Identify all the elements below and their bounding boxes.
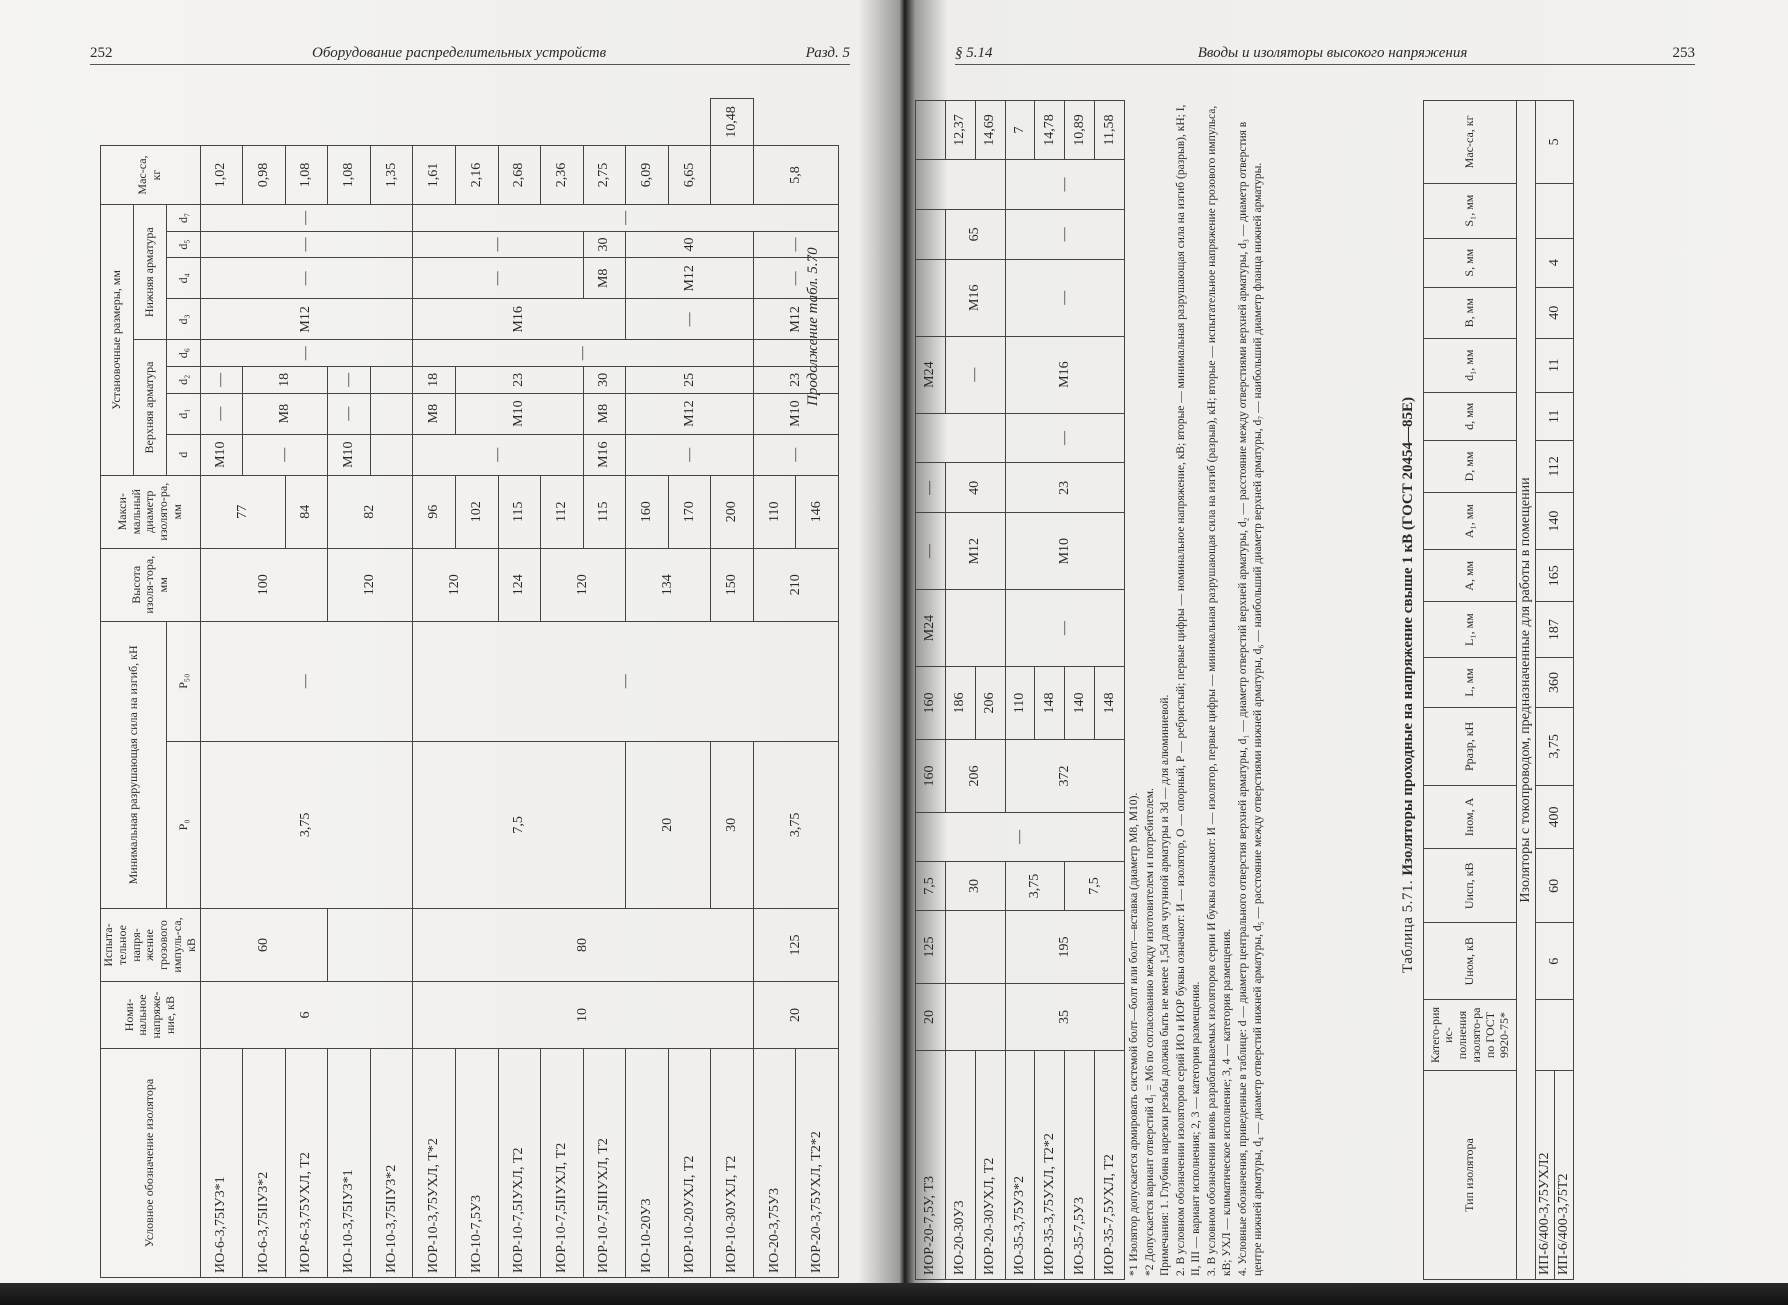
cell-mass: 11,58 <box>1095 101 1125 160</box>
th571-d: d, мм <box>1424 392 1517 440</box>
row-name: ИОР-10-7,5IIIУХЛ, Т2 <box>583 1049 626 1278</box>
th571-prazr: Pразр, кН <box>1424 708 1517 786</box>
cell-d3: M24 <box>916 336 946 413</box>
cell-d5: — <box>413 231 583 258</box>
cell-voltage: 35 <box>1005 984 1124 1051</box>
cell-diam: 77 <box>200 475 285 548</box>
cell-voltage: 20 <box>916 984 946 1051</box>
cell-voltage: 6 <box>200 982 413 1049</box>
th-d6: d₆ <box>167 340 200 367</box>
note-6: 4. Условные обозначения, приведенные в таблице: d — диаметр центрального отверстия верхней арматуры, d₁ — диаметр отверстий верхней арматуры, d₂ — расстояние между отверстиями верхней арматуры, d₃ — диаметр отверстия в центре нижней арматуры, d₄ — диаметр отверстий нижней арматуры, d₅ — расстояние между отверстиями нижней арматуры, d₆ — наибольший диаметр верхней арматуры, d₇ — наибольший диаметр фланца нижней арматуры. <box>1236 121 1265 1276</box>
cell-test <box>945 911 1005 984</box>
row-name: ИОР-20-3,75УХЛ, Т2*2 <box>796 1049 839 1278</box>
th571-A1: A₁, мм <box>1424 492 1517 549</box>
th571-B: B, мм <box>1424 287 1517 338</box>
cell-d4 <box>916 259 946 336</box>
cell-diam: 112 <box>541 475 584 548</box>
row-name: ИО-20-30У3 <box>945 1051 975 1280</box>
table-571-title <box>1400 90 1417 1280</box>
cell-d3: — <box>945 336 1005 413</box>
cell-mass: 2,36 <box>541 146 584 205</box>
cell-d: — <box>626 434 754 475</box>
cell-diam: 146 <box>796 475 839 548</box>
th-max-diam: Макси-мальный диаметр изолято-ра, мм <box>101 475 201 548</box>
cell-diam: 186 <box>945 667 975 740</box>
table-caption: Продолжение табл. 5.70 <box>805 247 821 406</box>
right-page-number: 253 <box>1672 45 1695 61</box>
th-mount-dims: Установочные размеры, мм <box>101 205 134 476</box>
cell-d: — <box>1005 590 1124 667</box>
cell-d6 <box>916 413 1006 463</box>
cell-d7 <box>916 160 1006 210</box>
row-name: ИО-10-3,75IIУ3*2 <box>370 1049 413 1278</box>
note-3: Примечания: 1. Глубина нарезки резьбы должна быть не менее 1,5d для чугунной арматуры и 3d — для алюминиевой. <box>1159 694 1172 1276</box>
table-571 <box>1423 100 1574 1280</box>
row-name: ИОР-10-3,75УХЛ, Т*2 <box>413 1049 456 1278</box>
th-d7: d₇ <box>167 205 200 232</box>
cell-d5: — <box>200 231 413 258</box>
cell-diam: 206 <box>975 667 1005 740</box>
cell-mass: 1,35 <box>370 146 413 205</box>
cell-d1: — <box>200 393 243 434</box>
row-name: ИО-35-7,5У3 <box>1065 1051 1095 1280</box>
cell-d1: 11 <box>1536 338 1574 392</box>
row-name: ИОР-35-3,75УХЛ, Т2*2 <box>1035 1051 1065 1280</box>
cell-d1: — <box>328 393 371 434</box>
right-section-number: § 5.14 <box>955 45 993 61</box>
table-row <box>413 99 456 1278</box>
cell-p0: 3,75 <box>200 741 413 908</box>
cell-p0: 30 <box>945 862 1005 911</box>
cell-mass: 2,75 <box>583 146 626 205</box>
cell-d2: — <box>328 367 371 394</box>
cell-d4: — <box>1005 259 1124 336</box>
cell-mass: 12,37 <box>945 101 975 160</box>
cell-mass: 10,89 <box>1065 101 1095 160</box>
notes-wrap <box>1127 90 1395 1290</box>
cell-p0: 30 <box>711 741 754 908</box>
cell-d2: 18 <box>243 367 328 394</box>
cell-d1 <box>370 393 413 434</box>
note-1: *1 Изолятор допускается армировать системой болт—болт или болт—вставка (диаметр М8, М10). <box>1128 792 1140 1276</box>
th-p50: P₅₀ <box>167 621 200 741</box>
cell-d5: 40 <box>626 231 754 258</box>
cell-d2 <box>370 367 413 394</box>
cell-test: 195 <box>1005 911 1124 984</box>
row-name: ИО-35-3,75У3*2 <box>1005 1051 1035 1280</box>
th571-D: D, мм <box>1424 440 1517 492</box>
th571-L: L, мм <box>1424 657 1517 707</box>
cell-diam: 148 <box>1095 667 1125 740</box>
cell-height: 120 <box>328 548 413 621</box>
cell-d: M10 <box>200 434 243 475</box>
th-upper: Верхняя арматура <box>134 340 167 475</box>
th-d5: d₅ <box>167 231 200 258</box>
cell-p0: 7,5 <box>1065 862 1125 911</box>
cell-p0: 3,75 <box>753 741 838 908</box>
note-4: 2. В условном обозначении изоляторов серий ИО и ИОР буквы означают: И — изолятор, О — опорный, Р — ребристый; первые цифры — номинальное напряжение, кВ; вторые — минимальная разрушающая сила на изгиб (разрыв), кН; I, II, III — вариант исполнения; 2, 3 — категория размещения. <box>1174 104 1203 1276</box>
cell-diam: 102 <box>455 475 498 548</box>
cell-unom: 6 <box>1536 923 1574 1000</box>
left-running-head <box>90 36 850 65</box>
cell-d2: — <box>200 367 243 394</box>
cell-d1: — <box>916 513 946 590</box>
cell-d6: — <box>413 340 754 367</box>
table-row <box>1005 101 1035 1280</box>
cell-test: 125 <box>916 911 946 984</box>
note-5: 3. В условном обозначении вновь разрабатываемых изоляторов серии И буквы означают: И — изолятор, первые цифры — минимальная разрушающая сила на изгиб (разрыв), кН; вторые — испытательное напряжение грозового импульса, кВ; УХЛ — климатическое исполнение; 3, 4 — категория размещения. <box>1205 105 1234 1276</box>
th-mass: Мас-са, кг <box>101 146 201 205</box>
cell-d4: M8 <box>583 258 626 299</box>
row-type: ИП-6/400-3,75Т2 <box>1555 1071 1574 1280</box>
cell-d5: — <box>1005 209 1124 259</box>
cell-d2: 18 <box>413 367 456 394</box>
row-name: ИО-6-3,75IIУ3*2 <box>243 1049 286 1278</box>
th-d1: d₁ <box>167 393 200 434</box>
th-p0: P₀ <box>167 741 200 908</box>
cell-height: 210 <box>753 548 838 621</box>
bottom-edge <box>0 1283 1788 1305</box>
cell-d2: 23 <box>1005 463 1124 513</box>
cell-height: 100 <box>200 548 328 621</box>
cell-d5 <box>916 209 946 259</box>
cell-A1: 140 <box>1536 492 1574 549</box>
row-name: ИО-10-20У3 <box>626 1049 669 1278</box>
cell-d2: 25 <box>626 367 754 394</box>
cell-d6: — <box>200 340 413 367</box>
cell-d1: M12 <box>945 513 1005 590</box>
th571-category: Катего-рия ис-полнения изолято-ра по ГОСТ 9920-75* <box>1424 1000 1517 1071</box>
cell-height: 160 <box>916 740 946 813</box>
table-571-section: Изоляторы с токопроводом, предназначенные для работы в помещении <box>1517 101 1536 1280</box>
cell-test: 60 <box>200 909 328 982</box>
cell-mass: 5 <box>1536 101 1574 184</box>
th571-mass: Мас-са, кг <box>1424 101 1517 184</box>
cell-mass: 2,68 <box>498 146 541 205</box>
cell-test: 80 <box>413 909 754 982</box>
cell-diam: 200 <box>711 475 754 548</box>
row-name: ИОР-10-20УХЛ, Т2 <box>668 1049 711 1278</box>
cell-voltage: 10 <box>413 982 754 1049</box>
cell-diam: 84 <box>285 475 328 548</box>
cell-p0: 20 <box>626 741 711 908</box>
cell-height: 124 <box>498 548 541 621</box>
cell-mass: 1,61 <box>413 146 456 205</box>
table-row <box>200 99 243 1278</box>
cell-mass: 1,08 <box>328 146 371 205</box>
cell-S: 4 <box>1536 238 1574 287</box>
cell-d2: 23 <box>753 367 838 394</box>
cell-d1: M8 <box>583 393 626 434</box>
cell-d4: — <box>413 258 583 299</box>
cell-d1: M12 <box>626 393 754 434</box>
cell-A: 165 <box>1536 550 1574 602</box>
left-running-title: Оборудование распределительных устройств <box>312 45 607 61</box>
cell-d4: — <box>753 258 838 299</box>
th-lower: Нижняя арматура <box>134 205 167 340</box>
table-571-wrap <box>1400 90 1690 1290</box>
cell-diam: 110 <box>753 475 796 548</box>
cell-mass: 7 <box>1005 101 1035 160</box>
cell-mass: 2,16 <box>455 146 498 205</box>
cell-d6 <box>753 340 838 367</box>
cell-test <box>328 909 413 982</box>
cell-mass: 14,69 <box>975 101 1005 160</box>
cell-mass: 1,02 <box>200 146 243 205</box>
row-name: ИО-20-3,75У3 <box>753 1049 796 1278</box>
cell-d6 <box>711 146 754 205</box>
th571-A: A, мм <box>1424 550 1517 602</box>
table-row <box>945 101 975 1280</box>
cell-mass: 1,08 <box>285 146 328 205</box>
cell-d1: M8 <box>413 393 456 434</box>
cell-d3: — <box>626 299 754 340</box>
row-name: ИОР-20-30УХЛ, Т2 <box>975 1051 1005 1280</box>
table-row <box>1536 101 1555 1280</box>
cell-mass: 6,09 <box>626 146 669 205</box>
cell-p0: 3,75 <box>1005 862 1065 911</box>
cell-p50: — <box>413 621 839 741</box>
cell-d4: M12 <box>626 258 754 299</box>
cell-d: — <box>753 434 838 475</box>
th571-unom: Uном, кВ <box>1424 923 1517 1000</box>
cell-d1: M10 <box>753 393 838 434</box>
cell-L1: 187 <box>1536 602 1574 658</box>
cell-height: 134 <box>626 548 711 621</box>
cell-d2: 23 <box>455 367 583 394</box>
cell-d2: 30 <box>583 367 626 394</box>
cell-d: — <box>413 434 583 475</box>
th571-S: S, мм <box>1424 238 1517 287</box>
right-page <box>922 36 1695 1276</box>
cell-d: — <box>243 434 328 475</box>
row-name: ИО-10-7,5У3 <box>455 1049 498 1278</box>
cell-d: M16 <box>583 434 626 475</box>
cell-d7: — <box>200 205 413 232</box>
cell-d3: M12 <box>200 299 413 340</box>
row-type: ИП-6/400-3,75УХЛ2 <box>1536 1071 1555 1280</box>
cell-d <box>945 590 1005 667</box>
cell-height: 372 <box>1005 740 1124 813</box>
th571-d1: d₁, мм <box>1424 338 1517 392</box>
table-row <box>916 101 946 1280</box>
cell-L: 360 <box>1536 657 1574 707</box>
th571-inom: Iном, А <box>1424 785 1517 848</box>
cell-height: 150 <box>711 548 754 621</box>
cell-d5: 30 <box>583 231 626 258</box>
th-d4: d₄ <box>167 258 200 299</box>
cell-diam: 148 <box>1035 667 1065 740</box>
cell-d1: M10 <box>455 393 583 434</box>
cell-d: M10 <box>328 434 371 475</box>
cell-height: 206 <box>945 740 1005 813</box>
cell-d5: — <box>753 231 838 258</box>
cell-d3: M16 <box>413 299 626 340</box>
cell-d3: M16 <box>1005 336 1124 413</box>
cell-p50: — <box>916 813 1125 862</box>
cell-d7: — <box>413 205 839 232</box>
cell-mass: 6,65 <box>668 146 711 205</box>
th-min-force: Минимальная разрушающая сила на изгиб, кН <box>101 621 167 908</box>
th-d: d <box>167 434 200 475</box>
cell-d7: — <box>1005 160 1124 210</box>
cell-p0: 7,5 <box>413 741 626 908</box>
cell-diam: 110 <box>1005 667 1035 740</box>
cell-voltage: 20 <box>753 982 838 1049</box>
cell-diam: 115 <box>498 475 541 548</box>
cell-inom: 400 <box>1536 785 1574 848</box>
cell-mass: 14,78 <box>1035 101 1065 160</box>
cell-D: 112 <box>1536 440 1574 492</box>
table-571-prefix: Таблица 5.71. <box>1400 879 1416 974</box>
cell-d4: — <box>200 258 413 299</box>
th571-L1: L₁, мм <box>1424 602 1517 658</box>
table-571-name: Изоляторы проходные на напряжение свыше 1 кВ (ГОСТ 20454—85Е) <box>1400 396 1416 876</box>
cell-category <box>1536 1000 1574 1071</box>
cell-diam: 82 <box>328 475 413 548</box>
cell-diam: 160 <box>626 475 669 548</box>
cell-voltage <box>945 984 1005 1051</box>
th-name: Условное обозначение изолятора <box>101 1049 201 1278</box>
cell-mass: 10,48 <box>711 99 754 146</box>
cell-diam: 115 <box>583 475 626 548</box>
cell-diam: 96 <box>413 475 456 548</box>
cell-p0: 7,5 <box>916 862 946 911</box>
row-name: ИОР-35-7,5УХЛ, Т2 <box>1095 1051 1125 1280</box>
row-name: ИОР-20-7,5У, Т3 <box>916 1051 946 1280</box>
cell-d5: 65 <box>945 209 1005 259</box>
cell-S1 <box>1536 183 1574 238</box>
cell-d4: M16 <box>945 259 1005 336</box>
cell-d2: — <box>916 463 946 513</box>
cell-d3: M12 <box>753 299 838 340</box>
cell-mass: 5,8 <box>753 146 838 205</box>
left-page-number: 252 <box>90 45 113 61</box>
row-name: ИОР-10-7,5IIУХЛ, Т2 <box>541 1049 584 1278</box>
cell-p50: — <box>200 621 413 741</box>
cell-d: M24 <box>916 590 946 667</box>
th-d3: d₃ <box>167 299 200 340</box>
th571-type: Тип изолятора <box>1424 1071 1517 1280</box>
cell-d1: M8 <box>243 393 328 434</box>
right-running-head <box>955 36 1695 65</box>
left-section: Разд. 5 <box>805 45 850 61</box>
cell-test: 125 <box>753 909 838 982</box>
cell-d2: 40 <box>945 463 1005 513</box>
cell-diam: 170 <box>668 475 711 548</box>
cell-uisp: 60 <box>1536 849 1574 923</box>
cell-diam: 160 <box>916 667 946 740</box>
th-d2: d₂ <box>167 367 200 394</box>
left-page <box>90 36 850 1273</box>
right-running-title: Вводы и изоляторы высокого напряжения <box>1197 45 1468 61</box>
table-570-continuation <box>915 100 1125 1280</box>
cell-d6: — <box>1005 413 1124 463</box>
cell-height: 120 <box>413 548 498 621</box>
cell-B: 40 <box>1536 287 1574 338</box>
cell-diam: 140 <box>1065 667 1095 740</box>
cell-d <box>370 434 413 475</box>
cell-height: 120 <box>541 548 626 621</box>
note-2: *2 Допускается вариант отверстий d₁ = M6 по согласованию между изготовителем и потребителем. <box>1143 788 1156 1276</box>
cell-mass: 0,98 <box>243 146 286 205</box>
th-height: Высота изоля-тора, мм <box>101 548 201 621</box>
th-voltage: Номи-нальное напряже-ние, кВ <box>101 982 201 1049</box>
row-name: ИОР-6-3,75УХЛ, Т2 <box>285 1049 328 1278</box>
table-570 <box>100 98 839 1278</box>
cell-prazr: 3,75 <box>1536 708 1574 786</box>
row-name: ИО-6-3,75IУ3*1 <box>200 1049 243 1278</box>
row-name: ИОР-10-7,5IУХЛ, Т2 <box>498 1049 541 1278</box>
th-test-voltage: Испыта-тельное напря-жение грозового импуль-са, кВ <box>101 909 201 982</box>
cell-d: 11 <box>1536 392 1574 440</box>
notes-block <box>1127 96 1267 1276</box>
th571-uisp: Uисп, кВ <box>1424 849 1517 923</box>
th571-S1: S₁, мм <box>1424 183 1517 238</box>
cell-mass <box>916 101 946 160</box>
cell-d1: M10 <box>1005 513 1124 590</box>
row-name: ИОР-10-30УХЛ, Т2 <box>711 1049 754 1278</box>
row-name: ИО-10-3,75IУ3*1 <box>328 1049 371 1278</box>
